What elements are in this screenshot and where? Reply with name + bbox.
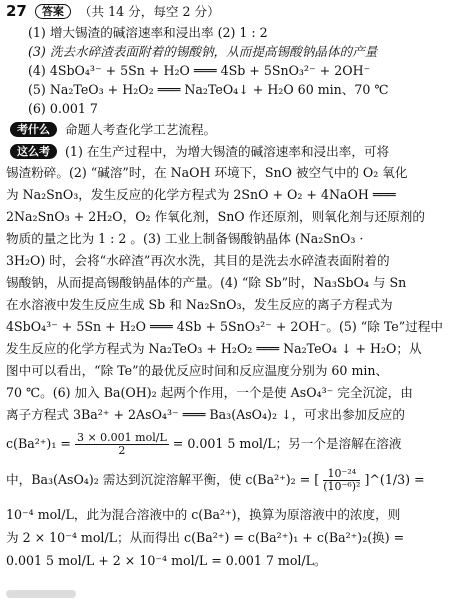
how-badge: 这么考 <box>10 144 57 159</box>
explanation-line-11: 图中可以看出，“除 Te”的最优反应时间和反应温度分别为 60 min、 <box>6 363 389 378</box>
answer-badge: 答案 <box>35 4 71 19</box>
explanation-line-12: 70 ℃。(6) 加入 Ba(OH)₂ 起两个作用，一个是使 AsO₄³⁻ 完全沉淀，由 <box>6 385 413 400</box>
calc1-denominator: 2 <box>118 444 126 457</box>
answer-line-3: (4) 4SbO₄³⁻ + 5Sn + H₂O ═══ 4Sb + 5SnO₃²⁻ + 2OH⁻ <box>28 63 371 78</box>
calc2-prefix: 中，Ba₃(AsO₄)₂ 需达到沉淀溶解平衡，使 c(Ba²⁺)₂ = [ <box>6 472 320 487</box>
next-section-marker <box>6 590 76 598</box>
explanation-line-3: 为 Na₂SnO₃，发生反应的化学方程式为 2SnO + O₂ + 4NaOH ═══ <box>6 187 396 202</box>
explanation-line-6: 3H₂O) 时，会将“水碎渣”再次水洗，其目的是洗去水碎渣表面附着的 <box>6 253 390 268</box>
tail-line-1: 10⁻⁴ mol/L，此为混合溶液中的 c(Ba²⁺)，换算为原溶液中的浓度，则 <box>6 507 401 522</box>
score-text: （共 14 分，每空 2 分） <box>78 4 220 19</box>
calc-line-2 <box>6 466 461 494</box>
explanation-line-13: 离子方程式 3Ba²⁺ + 2AsO₄³⁻ ═══ Ba₃(AsO₄)₂ ↓，可求出参加反应的 <box>6 407 405 422</box>
explanation-line-4: 2Na₂SnO₃ + 2H₂O，O₂ 作氧化剂，SnO 作还原剂，则氧化剂与还原剂的 <box>6 209 425 224</box>
calc2-fraction <box>323 468 360 493</box>
examines-badge: 考什么 <box>10 122 57 137</box>
answer-line-5: (6) 0.001 7 <box>28 101 98 116</box>
tail-line-3: 0.001 5 mol/L + 2 × 10⁻⁴ mol/L = 0.001 7 mol/L。 <box>6 553 327 568</box>
calc2-numerator: 10⁻²⁴ <box>323 468 360 481</box>
explanation-line-8: 在水溶液中发生反应生成 Sb 和 Na₂SnO₃，发生反应的离子方程式为 <box>6 297 393 312</box>
header-line <box>6 3 461 20</box>
explanation-line-2: 锡渣粉碎。(2) “碱溶”时，在 NaOH 环境下，SnO 被空气中的 O₂ 氧化 <box>6 165 408 180</box>
calc1-fraction <box>75 432 169 457</box>
answer-line-4: (5) Na₂TeO₃ + H₂O₂ ═══ Na₂TeO₄↓ + H₂O 60 min、70 ℃ <box>28 82 389 97</box>
examines-text: 命题人考查化学工艺流程。 <box>65 122 217 137</box>
calc1-numerator: 3 × 0.001 mol/L <box>76 431 167 444</box>
explanation-line-10: 发生反应的化学方程式为 Na₂TeO₃ + H₂O₂ ═══ Na₂TeO₄ ↓ + H₂O；从 <box>6 341 422 356</box>
explanation-line-5: 物质的量之比为 1 : 2 。(3) 工业上制备锡酸钠晶体 (Na₂SnO₃ · <box>6 231 364 246</box>
question-number: 27 <box>6 3 27 20</box>
explanation-line-7: 锡酸钠，从而提高锡酸钠晶体的产量。(4) “除 Sb”时，Na₃SbO₄ 与 Sn <box>6 275 407 290</box>
calc1-prefix: c(Ba²⁺)₁ = <box>6 436 71 451</box>
examines-line <box>6 121 461 138</box>
tail-line-2: 为 2 × 10⁻⁴ mol/L；从而得出 c(Ba²⁺) = c(Ba²⁺)₁ + c(Ba²⁺)₂(换) = <box>6 530 405 545</box>
explanation-line-9: 4SbO₄³⁻ + 5Sn + H₂O ═══ 4Sb + 5SnO₃²⁻ + 2OH⁻。(5) “除 Te”过程中 <box>6 319 443 334</box>
explanation-text-1: (1) 在生产过程中，为增大锡渣的碱溶速率和浸出率，可将 <box>65 144 390 159</box>
calc1-suffix: = 0.001 5 mol/L；另一个是溶解在溶液 <box>172 436 402 451</box>
answer-line-1: (1) 增大锡渣的碱溶速率和浸出率 (2) 1 : 2 <box>28 25 268 40</box>
calc2-denominator: (10⁻⁶)² <box>323 480 361 493</box>
answer-line-2: (3) 洗去水碎渣表面附着的锡酸钠，从而提高锡酸钠晶体的产量 <box>28 44 378 59</box>
explanation-line-1 <box>6 143 461 160</box>
calc-line-1 <box>6 430 461 458</box>
calc2-suffix: ]^(1/3) = <box>364 472 425 487</box>
